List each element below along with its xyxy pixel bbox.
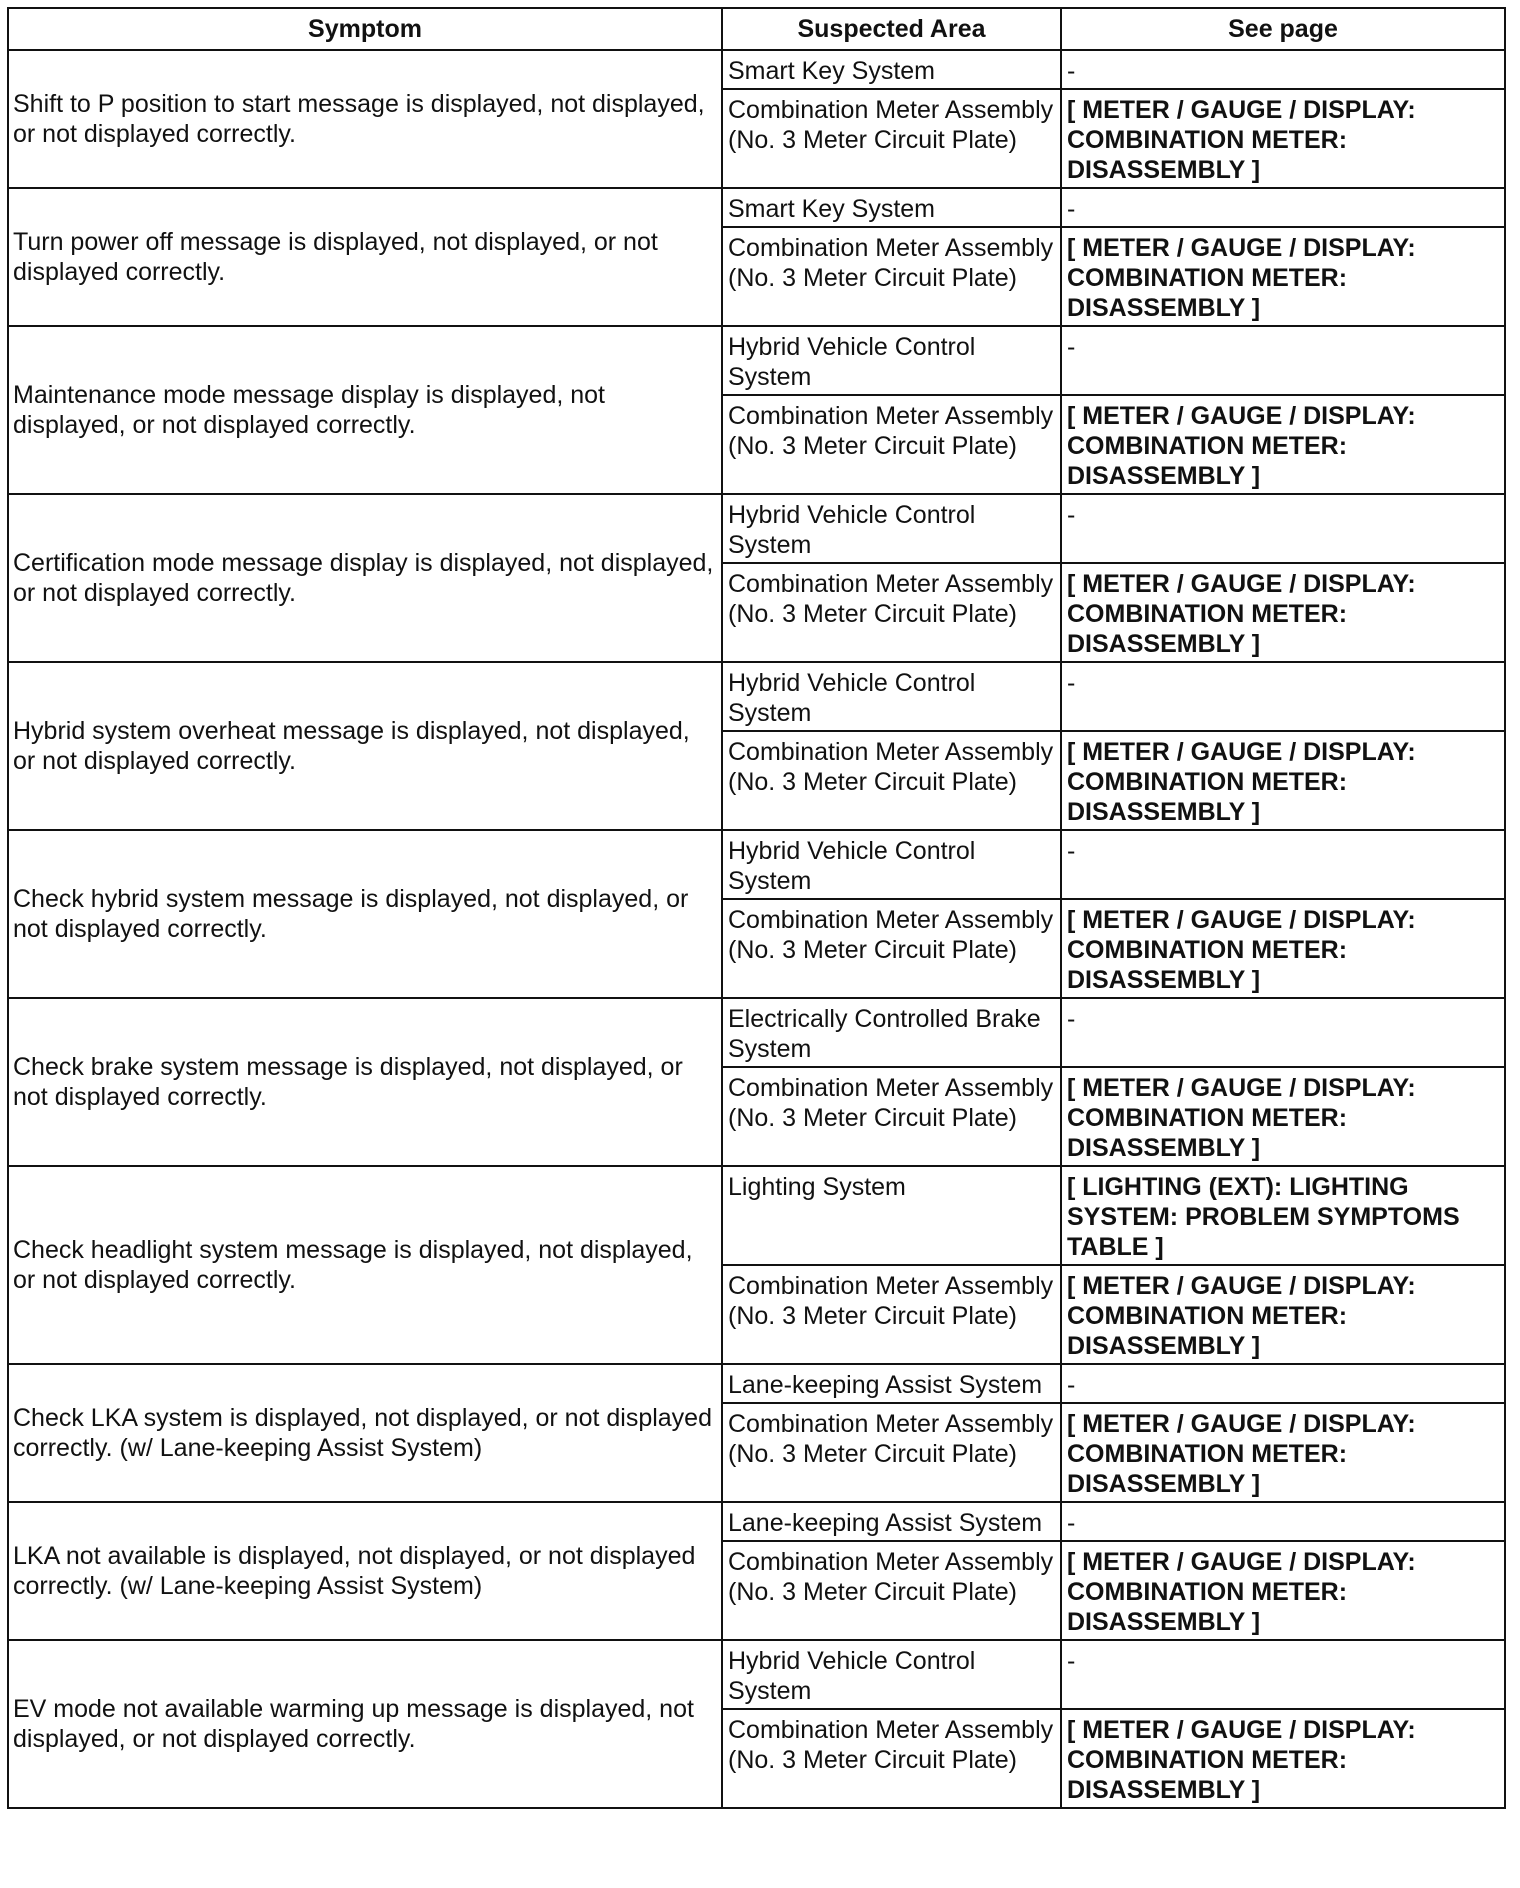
see-page-cell: - bbox=[1061, 494, 1505, 563]
symptom-cell: Check hybrid system message is displayed, not displayed, or not displayed correctly. bbox=[8, 830, 722, 998]
table-row bbox=[8, 188, 1505, 227]
see-page-cell: - bbox=[1061, 662, 1505, 731]
see-page-link[interactable]: [ METER / GAUGE / DISPLAY: COMBINATION METER: DISASSEMBLY ] bbox=[1061, 1541, 1505, 1640]
suspected-area-cell: Hybrid Vehicle Control System bbox=[722, 662, 1061, 731]
suspected-area-cell: Combination Meter Assembly (No. 3 Meter Circuit Plate) bbox=[722, 395, 1061, 494]
suspected-area-cell: Hybrid Vehicle Control System bbox=[722, 1640, 1061, 1709]
see-page-cell: - bbox=[1061, 50, 1505, 89]
see-page-link[interactable]: [ METER / GAUGE / DISPLAY: COMBINATION METER: DISASSEMBLY ] bbox=[1061, 1403, 1505, 1502]
problem-symptoms-table bbox=[7, 7, 1506, 1809]
suspected-area-cell: Smart Key System bbox=[722, 188, 1061, 227]
suspected-area-cell: Combination Meter Assembly (No. 3 Meter Circuit Plate) bbox=[722, 227, 1061, 326]
see-page-link[interactable]: [ METER / GAUGE / DISPLAY: COMBINATION METER: DISASSEMBLY ] bbox=[1061, 227, 1505, 326]
table-row bbox=[8, 50, 1505, 89]
see-page-cell: - bbox=[1061, 326, 1505, 395]
see-page-cell: - bbox=[1061, 1502, 1505, 1541]
see-page-cell: - bbox=[1061, 830, 1505, 899]
table-row bbox=[8, 830, 1505, 899]
suspected-area-cell: Hybrid Vehicle Control System bbox=[722, 830, 1061, 899]
table-row bbox=[8, 494, 1505, 563]
suspected-area-cell: Combination Meter Assembly (No. 3 Meter Circuit Plate) bbox=[722, 1403, 1061, 1502]
symptom-cell: Shift to P position to start message is displayed, not displayed, or not displayed correctly. bbox=[8, 50, 722, 188]
symptom-cell: Certification mode message display is displayed, not displayed, or not displayed correctly. bbox=[8, 494, 722, 662]
see-page-link[interactable]: [ METER / GAUGE / DISPLAY: COMBINATION METER: DISASSEMBLY ] bbox=[1061, 563, 1505, 662]
symptom-cell: EV mode not available warming up message is displayed, not displayed, or not displayed correctly. bbox=[8, 1640, 722, 1808]
symptom-cell: Hybrid system overheat message is displayed, not displayed, or not displayed correctly. bbox=[8, 662, 722, 830]
suspected-area-cell: Lane-keeping Assist System bbox=[722, 1502, 1061, 1541]
table-row bbox=[8, 1166, 1505, 1265]
suspected-area-cell: Combination Meter Assembly (No. 3 Meter Circuit Plate) bbox=[722, 1265, 1061, 1364]
see-page-cell: - bbox=[1061, 188, 1505, 227]
see-page-cell: - bbox=[1061, 998, 1505, 1067]
suspected-area-cell: Hybrid Vehicle Control System bbox=[722, 494, 1061, 563]
table-row bbox=[8, 1640, 1505, 1709]
header-suspected-area: Suspected Area bbox=[722, 8, 1061, 50]
suspected-area-cell: Lane-keeping Assist System bbox=[722, 1364, 1061, 1403]
suspected-area-cell: Lighting System bbox=[722, 1166, 1061, 1265]
suspected-area-cell: Combination Meter Assembly (No. 3 Meter Circuit Plate) bbox=[722, 1541, 1061, 1640]
header-row bbox=[8, 8, 1505, 50]
see-page-link[interactable]: [ METER / GAUGE / DISPLAY: COMBINATION METER: DISASSEMBLY ] bbox=[1061, 1709, 1505, 1808]
table-row bbox=[8, 326, 1505, 395]
suspected-area-cell: Electrically Controlled Brake System bbox=[722, 998, 1061, 1067]
symptom-cell: Maintenance mode message display is displayed, not displayed, or not displayed correctly. bbox=[8, 326, 722, 494]
header-see-page: See page bbox=[1061, 8, 1505, 50]
symptom-cell: Turn power off message is displayed, not displayed, or not displayed correctly. bbox=[8, 188, 722, 326]
see-page-link[interactable]: [ METER / GAUGE / DISPLAY: COMBINATION METER: DISASSEMBLY ] bbox=[1061, 1265, 1505, 1364]
suspected-area-cell: Combination Meter Assembly (No. 3 Meter Circuit Plate) bbox=[722, 899, 1061, 998]
table-row bbox=[8, 1502, 1505, 1541]
see-page-link[interactable]: [ METER / GAUGE / DISPLAY: COMBINATION METER: DISASSEMBLY ] bbox=[1061, 395, 1505, 494]
see-page-link[interactable]: [ METER / GAUGE / DISPLAY: COMBINATION METER: DISASSEMBLY ] bbox=[1061, 731, 1505, 830]
suspected-area-cell: Smart Key System bbox=[722, 50, 1061, 89]
table-row bbox=[8, 662, 1505, 731]
symptom-cell: Check headlight system message is displayed, not displayed, or not displayed correctly. bbox=[8, 1166, 722, 1364]
symptom-cell: Check brake system message is displayed, not displayed, or not displayed correctly. bbox=[8, 998, 722, 1166]
suspected-area-cell: Combination Meter Assembly (No. 3 Meter Circuit Plate) bbox=[722, 1709, 1061, 1808]
suspected-area-cell: Combination Meter Assembly (No. 3 Meter Circuit Plate) bbox=[722, 563, 1061, 662]
suspected-area-cell: Hybrid Vehicle Control System bbox=[722, 326, 1061, 395]
see-page-link[interactable]: [ METER / GAUGE / DISPLAY: COMBINATION METER: DISASSEMBLY ] bbox=[1061, 89, 1505, 188]
suspected-area-cell: Combination Meter Assembly (No. 3 Meter Circuit Plate) bbox=[722, 1067, 1061, 1166]
suspected-area-cell: Combination Meter Assembly (No. 3 Meter Circuit Plate) bbox=[722, 731, 1061, 830]
see-page-cell: - bbox=[1061, 1640, 1505, 1709]
suspected-area-cell: Combination Meter Assembly (No. 3 Meter Circuit Plate) bbox=[722, 89, 1061, 188]
symptom-cell: Check LKA system is displayed, not displayed, or not displayed correctly. (w/ Lane-keeping Assist System) bbox=[8, 1364, 722, 1502]
see-page-link[interactable]: [ METER / GAUGE / DISPLAY: COMBINATION METER: DISASSEMBLY ] bbox=[1061, 899, 1505, 998]
see-page-link[interactable]: [ LIGHTING (EXT): LIGHTING SYSTEM: PROBLEM SYMPTOMS TABLE ] bbox=[1061, 1166, 1505, 1265]
table-row bbox=[8, 1364, 1505, 1403]
symptom-cell: LKA not available is displayed, not displayed, or not displayed correctly. (w/ Lane-keeping Assist System) bbox=[8, 1502, 722, 1640]
see-page-link[interactable]: [ METER / GAUGE / DISPLAY: COMBINATION METER: DISASSEMBLY ] bbox=[1061, 1067, 1505, 1166]
see-page-cell: - bbox=[1061, 1364, 1505, 1403]
header-symptom: Symptom bbox=[8, 8, 722, 50]
table-row bbox=[8, 998, 1505, 1067]
